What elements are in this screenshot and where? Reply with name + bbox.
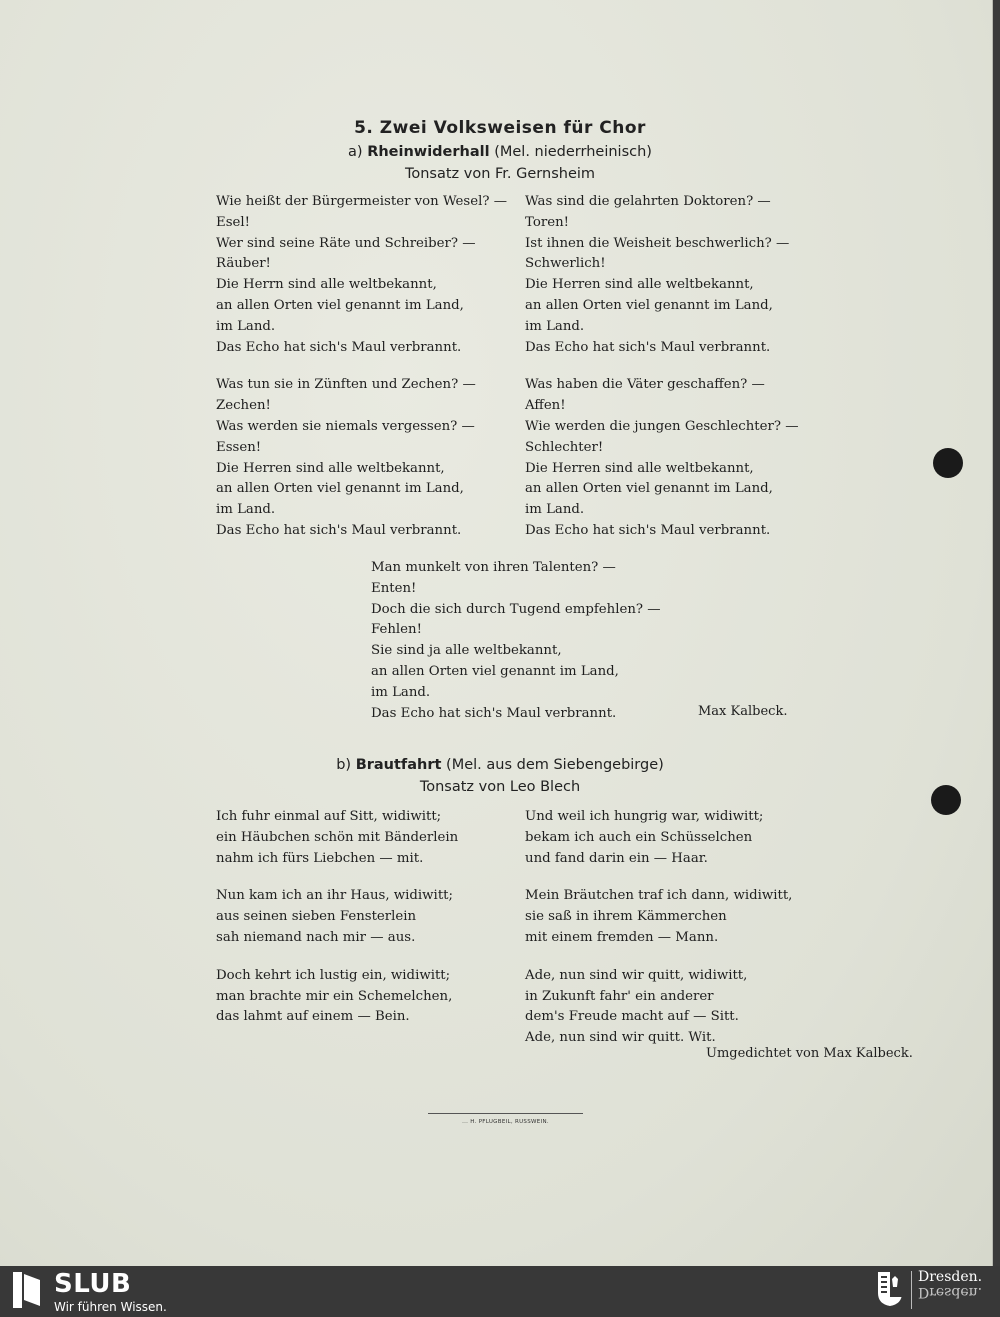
dresden-coat-of-arms-icon[interactable] bbox=[877, 1271, 903, 1307]
song-b-melody: (Mel. aus dem Siebengebirge) bbox=[441, 757, 664, 773]
verse-line: im Land. bbox=[525, 502, 585, 518]
verse-line: Wer sind seine Räte und Schreiber? — bbox=[216, 235, 476, 251]
stanza-gap bbox=[525, 949, 792, 966]
song-a-prefix: a) bbox=[348, 144, 368, 160]
verse-line: an allen Orten viel genannt im Land, bbox=[525, 481, 773, 497]
footer-separator bbox=[911, 1271, 912, 1309]
verse-line: Schwerlich! bbox=[525, 256, 606, 272]
song-b-left-column bbox=[216, 807, 458, 1028]
punch-hole-upper bbox=[933, 448, 963, 478]
verse-line: Ade, nun sind wir quitt, widiwitt, bbox=[525, 967, 748, 983]
dresden-logo-reflection: Dresden. bbox=[918, 1284, 983, 1300]
verse-line: das lahmt auf einem — Bein. bbox=[216, 1009, 410, 1025]
verse-line: Ich fuhr einmal auf Sitt, widiwitt; bbox=[216, 809, 442, 824]
verse-line: im Land. bbox=[525, 318, 585, 334]
slub-logo-text[interactable]: SLUB bbox=[54, 1269, 132, 1299]
song-b-title: Brautfahrt bbox=[355, 757, 442, 773]
slub-tagline: Wir führen Wissen. bbox=[54, 1300, 167, 1314]
verse-line: an allen Orten viel genannt im Land, bbox=[371, 663, 619, 679]
verse-line: Zechen! bbox=[216, 398, 271, 414]
verse-line: Was sind die gelahrten Doktoren? — bbox=[525, 194, 771, 209]
verse-line: Enten! bbox=[371, 580, 417, 596]
verse-line: Schlechter! bbox=[525, 439, 604, 455]
verse-line: im Land. bbox=[371, 684, 431, 700]
verse-line: Räuber! bbox=[216, 256, 271, 272]
verse-line: Das Echo hat sich's Maul verbrannt. bbox=[216, 339, 462, 355]
stanza-gap bbox=[525, 869, 792, 886]
song-a-center-column bbox=[371, 558, 661, 724]
verse-line: Doch die sich durch Tugend empfehlen? — bbox=[371, 601, 661, 617]
stanza-gap bbox=[216, 949, 458, 966]
verse-line: Das Echo hat sich's Maul verbrannt. bbox=[371, 705, 617, 721]
verse-line: im Land. bbox=[216, 502, 276, 518]
verse-line: Ade, nun sind wir quitt. Wit. bbox=[525, 1030, 716, 1046]
song-a-title: Rheinwiderhall bbox=[367, 144, 490, 160]
stanza-gap bbox=[216, 869, 458, 886]
song-a-left-column bbox=[216, 192, 507, 542]
verse-line: Die Herrn sind alle weltbekannt, bbox=[216, 277, 437, 293]
verse-line: aus seinen sieben Fensterlein bbox=[216, 909, 417, 925]
verse-line: an allen Orten viel genannt im Land, bbox=[525, 297, 773, 313]
verse-line: Wie werden die jungen Geschlechter? — bbox=[525, 418, 799, 434]
verse-line: und fand darin ein — Haar. bbox=[525, 850, 708, 866]
song-b-right-column bbox=[525, 807, 792, 1049]
song-a-melody: (Mel. niederrheinisch) bbox=[489, 144, 652, 160]
song-b-credit: Umgedichtet von Max Kalbeck. bbox=[706, 1046, 913, 1061]
stanza-gap bbox=[525, 358, 799, 375]
verse-line: Wie heißt der Bürgermeister von Wesel? — bbox=[216, 194, 508, 209]
verse-line: Was haben die Väter geschaffen? — bbox=[525, 377, 765, 393]
verse-line: Die Herren sind alle weltbekannt, bbox=[216, 460, 445, 476]
verse-line: an allen Orten viel genannt im Land, bbox=[216, 481, 464, 497]
verse-line: sie saß in ihrem Kämmerchen bbox=[525, 909, 727, 925]
verse-line: Was werden sie niemals vergessen? — bbox=[216, 418, 475, 434]
verse-line: Essen! bbox=[216, 439, 262, 455]
verse-line: Das Echo hat sich's Maul verbrannt. bbox=[525, 339, 771, 355]
verse-line: Doch kehrt ich lustig ein, widiwitt; bbox=[216, 967, 451, 983]
verse-line: Toren! bbox=[525, 214, 569, 230]
slub-book-icon[interactable] bbox=[12, 1270, 42, 1310]
verse-line: man brachte mir ein Schemelchen, bbox=[216, 988, 453, 1004]
verse-line: dem's Freude macht auf — Sitt. bbox=[525, 1009, 739, 1025]
printer-imprint: ... H. PFLUGBEIL, RUSSWEIN. bbox=[462, 1119, 549, 1125]
verse-line: Nun kam ich an ihr Haus, widiwitt; bbox=[216, 888, 453, 904]
verse-line: Man munkelt von ihren Talenten? — bbox=[371, 560, 616, 575]
song-b-prefix: b) bbox=[336, 757, 356, 773]
verse-line: Ist ihnen die Weisheit beschwerlich? — bbox=[525, 235, 790, 251]
verse-line: bekam ich auch ein Schüsselchen bbox=[525, 829, 753, 845]
verse-line: Sie sind ja alle weltbekannt, bbox=[371, 643, 562, 659]
verse-line: Das Echo hat sich's Maul verbrannt. bbox=[525, 522, 771, 538]
song-a-tonsatz: Tonsatz von Fr. Gernsheim bbox=[404, 166, 596, 182]
verse-line: Die Herren sind alle weltbekannt, bbox=[525, 277, 754, 293]
song-a-title-line bbox=[0, 144, 1000, 160]
song-b-title-line bbox=[0, 757, 1000, 773]
printer-divider bbox=[428, 1113, 583, 1114]
verse-line: Und weil ich hungrig war, widiwitt; bbox=[525, 809, 764, 824]
section-heading: 5. Zwei Volksweisen für Chor bbox=[354, 118, 646, 138]
verse-line: Esel! bbox=[216, 214, 250, 230]
song-a-right-column bbox=[525, 192, 799, 542]
verse-line: nahm ich fürs Liebchen — mit. bbox=[216, 850, 424, 866]
verse-line: sah niemand nach mir — aus. bbox=[216, 929, 416, 945]
verse-line: im Land. bbox=[216, 318, 276, 334]
verse-line: ein Häubchen schön mit Bänderlein bbox=[216, 829, 459, 845]
verse-line: an allen Orten viel genannt im Land, bbox=[216, 297, 464, 313]
stanza-gap bbox=[216, 358, 507, 375]
verse-line: Mein Bräutchen traf ich dann, widiwitt, bbox=[525, 888, 793, 904]
verse-line: Die Herren sind alle weltbekannt, bbox=[525, 460, 754, 476]
verse-line: Affen! bbox=[525, 398, 566, 414]
song-a-author: Max Kalbeck. bbox=[698, 704, 788, 719]
verse-line: Fehlen! bbox=[371, 622, 422, 638]
verse-line: Was tun sie in Zünften und Zechen? — bbox=[216, 377, 476, 393]
verse-line: mit einem fremden — Mann. bbox=[525, 929, 719, 945]
verse-line: in Zukunft fahr' ein anderer bbox=[525, 988, 714, 1004]
song-b-tonsatz: Tonsatz von Leo Blech bbox=[419, 779, 581, 795]
dresden-logo-text[interactable]: Dresden. bbox=[918, 1269, 983, 1285]
verse-line: Das Echo hat sich's Maul verbrannt. bbox=[216, 522, 462, 538]
